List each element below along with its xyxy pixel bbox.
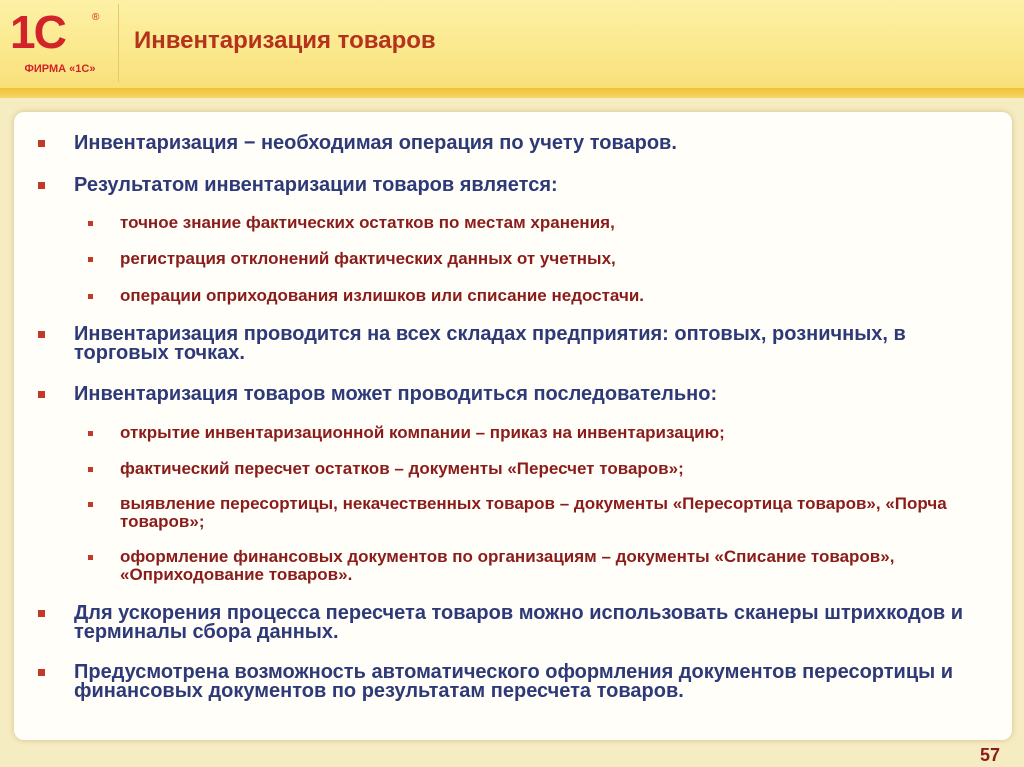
page-number: 57 — [979, 745, 1000, 765]
sub-bullet-marker — [88, 257, 93, 262]
sub-bullet-text: оформление финансовых документов по организациям – документы «Списание товаров», «Оприходование товаров». — [120, 547, 895, 584]
header-stripe — [0, 88, 1024, 98]
bullet-marker — [38, 669, 45, 676]
logo-registered-mark: ® — [92, 12, 100, 23]
sub-bullet-item — [120, 495, 980, 531]
sub-bullet-text: фактический пересчет остатков – документы «Пересчет товаров»; — [120, 459, 684, 478]
sub-bullet-text: регистрация отклонений фактических данных от учетных, — [120, 249, 616, 268]
sub-bullet-item — [120, 424, 980, 442]
sub-bullet-item — [120, 460, 980, 478]
slide-title: Инвентаризация товаров — [134, 27, 436, 54]
sub-bullet-marker — [88, 502, 93, 507]
bullet-text: Результатом инвентаризации товаров является: — [74, 174, 558, 196]
sub-bullet-marker — [88, 467, 93, 472]
logo-caption: ФИРМА «1С» — [24, 63, 96, 75]
sub-bullet-marker — [88, 294, 93, 299]
company-logo — [10, 8, 110, 82]
sub-bullet-text: выявление пересортицы, некачественных товаров – документы «Пересортица товаров», «Порча товаров»; — [120, 494, 947, 531]
sub-bullet-item — [120, 250, 980, 268]
bullet-text: Для ускорения процесса пересчета товаров можно использовать сканеры штрихкодов и терминалы сбора данных. — [74, 602, 964, 643]
bullet-marker — [38, 331, 45, 338]
sub-bullet-text: операции оприходования излишков или списание недостачи. — [120, 286, 644, 305]
logo-divider — [118, 4, 119, 82]
bullet-marker — [38, 140, 45, 147]
bullet-item — [74, 604, 974, 642]
sub-bullet-item — [120, 548, 980, 584]
bullet-marker — [38, 391, 45, 398]
logo-mark: 1С — [10, 6, 65, 58]
bullet-item — [74, 663, 974, 701]
sub-bullet-text: открытие инвентаризационной компании – приказ на инвентаризацию; — [120, 423, 725, 442]
bullet-item — [74, 325, 974, 363]
sub-bullet-marker — [88, 221, 93, 226]
bullet-text: Инвентаризация товаров может проводиться последовательно: — [74, 383, 718, 405]
bullet-item — [74, 134, 974, 153]
sub-bullet-item — [120, 287, 980, 305]
bullet-marker — [38, 610, 45, 617]
bullet-item — [74, 385, 974, 404]
bullet-text: Предусмотрена возможность автоматического оформления документов пересортицы и финансовых документов по результатам пересчета товаров. — [74, 661, 954, 702]
sub-bullet-marker — [88, 431, 93, 436]
bullet-marker — [38, 182, 45, 189]
bullet-item — [74, 176, 974, 195]
sub-bullet-text: точное знание фактических остатков по местам хранения, — [120, 213, 615, 232]
bullet-text: Инвентаризация проводится на всех складах предприятия: оптовых, розничных, в торговых точках. — [74, 323, 906, 364]
sub-bullet-marker — [88, 555, 93, 560]
bullet-text: Инвентаризация − необходимая операция по учету товаров. — [74, 132, 677, 154]
sub-bullet-item — [120, 214, 980, 232]
